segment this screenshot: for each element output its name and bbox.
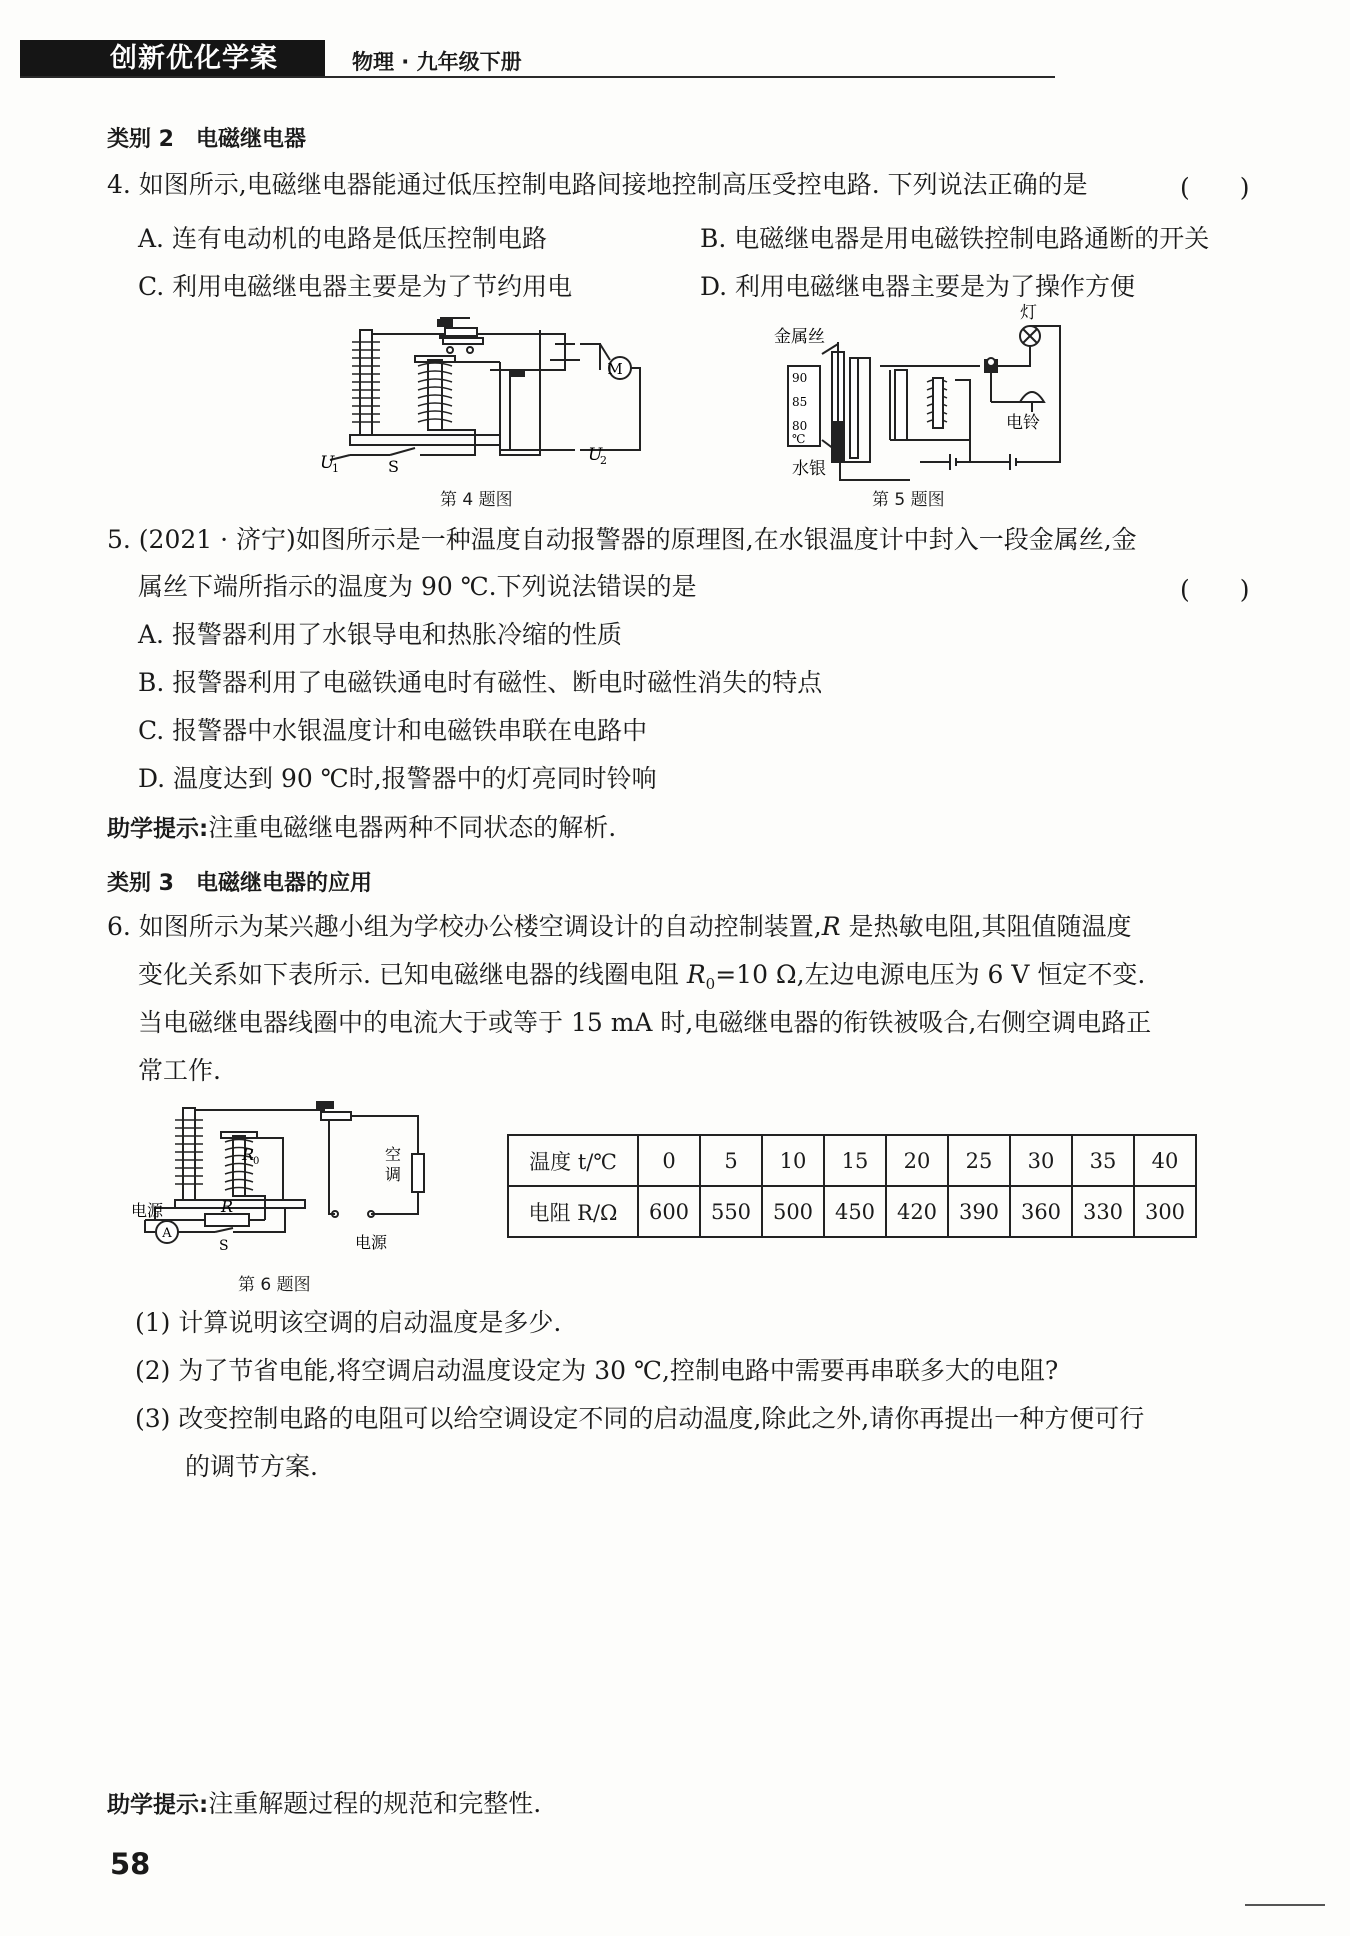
u1-subscript: 1 <box>332 462 339 475</box>
q6-line2-rest: =10 Ω,左边电源电压为 6 V 恒定不变. <box>715 960 1146 989</box>
hint-1 <box>107 810 616 845</box>
subject-title: 物理 · 九年级下册 <box>352 50 522 74</box>
question-5-option-b: B. 报警器利用了电磁铁通电时有磁性、断电时磁性消失的特点 <box>138 668 823 697</box>
question-4-option-c: C. 利用电磁继电器主要是为了节约用电 <box>138 272 573 301</box>
figure-6-ac-control-circuit <box>131 1102 435 1262</box>
scale-80: 80 <box>792 419 808 433</box>
table-row-resistance <box>508 1186 1196 1237</box>
wire-label: 金属丝 <box>774 327 825 347</box>
table-cell: 500 <box>762 1186 824 1237</box>
question-4-option-d: D. 利用电磁继电器主要是为了操作方便 <box>700 272 1136 301</box>
question-5-stem-line1: 5. (2021 · 济宁)如图所示是一种温度自动报警器的原理图,在水银温度计中封入一段金属丝,金 <box>107 525 1137 554</box>
mercury-label: 水银 <box>792 459 826 479</box>
figure-5-caption: 第 5 题图 <box>872 490 945 510</box>
q6-line2-r0: R <box>686 960 706 989</box>
table-cell: 0 <box>638 1135 700 1186</box>
question-6-line4: 常工作. <box>138 1056 221 1085</box>
r-label: R <box>221 1197 234 1216</box>
table-cell: 40 <box>1134 1135 1196 1186</box>
question-5-answer-blank: ( ) <box>1180 575 1250 604</box>
scale-90: 90 <box>792 371 808 385</box>
ac-label-1: 空 <box>385 1145 402 1164</box>
r0-label: R <box>242 1145 255 1164</box>
brand-banner: 创新优化学案 <box>20 40 325 78</box>
table-cell: 360 <box>1010 1186 1072 1237</box>
section-title-3: 类别 3 电磁继电器的应用 <box>107 871 372 896</box>
figure-4-relay-circuit <box>310 320 650 480</box>
hint-2-label: 助学提示: <box>107 1792 209 1818</box>
question-4-stem: 4. 如图所示,电磁继电器能通过低压控制电路间接地控制高压受控电路. 下列说法正确的是 <box>107 170 1088 199</box>
table-cell: 35 <box>1072 1135 1134 1186</box>
figure-4-caption: 第 4 题图 <box>440 490 513 510</box>
table-cell: 15 <box>824 1135 886 1186</box>
hint-2-text: 注重解题过程的规范和完整性. <box>208 1789 542 1818</box>
hint-2 <box>107 1786 541 1821</box>
q6-line2-text: 变化关系如下表所示. 已知电磁继电器的线圈电阻 <box>138 960 687 989</box>
q6-line1-text: 6. 如图所示为某兴趣小组为学校办公楼空调设计的自动控制装置, <box>107 912 822 941</box>
q6-line2-r0-sub: 0 <box>705 975 716 993</box>
thermistor-table <box>507 1134 1197 1238</box>
q6-line1-rest: 是热敏电阻,其阻值随温度 <box>840 912 1132 941</box>
table-cell: 25 <box>948 1135 1010 1186</box>
scale-85: 85 <box>792 395 808 409</box>
ac-label-2: 调 <box>385 1165 402 1184</box>
table-cell: 300 <box>1134 1186 1196 1237</box>
question-6-line2 <box>138 958 1145 1001</box>
footer-rule <box>1245 1904 1325 1906</box>
table-cell: 330 <box>1072 1186 1134 1237</box>
question-4-answer-blank: ( ) <box>1180 173 1250 202</box>
table-head-resistance: 电阻 R/Ω <box>508 1186 638 1237</box>
question-5-option-d: D. 温度达到 90 ℃时,报警器中的灯亮同时铃响 <box>138 764 657 793</box>
page-number: 58 <box>110 1847 151 1881</box>
figure-6-caption: 第 6 题图 <box>238 1275 311 1295</box>
question-6-sub-3-cont: 的调节方案. <box>185 1452 318 1481</box>
hint-1-label: 助学提示: <box>107 816 209 842</box>
table-cell: 390 <box>948 1186 1010 1237</box>
table-cell: 600 <box>638 1186 700 1237</box>
q6-line1-r: R <box>821 912 841 941</box>
table-cell: 550 <box>700 1186 762 1237</box>
bell-label: 电铃 <box>1006 413 1040 433</box>
header-rule <box>20 76 1055 78</box>
hint-1-text: 注重电磁继电器两种不同状态的解析. <box>208 813 617 842</box>
question-5-option-c: C. 报警器中水银温度计和电磁铁串联在电路中 <box>138 716 648 745</box>
question-4-option-a: A. 连有电动机的电路是低压控制电路 <box>138 224 547 253</box>
switch-s-label-6: S <box>219 1238 229 1254</box>
section-title-2: 类别 2 电磁继电器 <box>107 127 306 152</box>
table-cell: 20 <box>886 1135 948 1186</box>
u2-label: U <box>588 445 603 465</box>
power-right-label: 电源 <box>355 1233 388 1252</box>
table-cell: 30 <box>1010 1135 1072 1186</box>
power-left-label: 电源 <box>131 1201 164 1220</box>
table-cell: 420 <box>886 1186 948 1237</box>
ammeter-label: A <box>162 1226 172 1241</box>
question-6-sub-1: (1) 计算说明该空调的启动温度是多少. <box>135 1308 562 1337</box>
lamp-label: 灯 <box>1020 303 1037 323</box>
u1-label: U <box>320 453 335 473</box>
u2-subscript: 2 <box>600 454 607 467</box>
table-cell: 10 <box>762 1135 824 1186</box>
question-4-option-b: B. 电磁继电器是用电磁铁控制电路通断的开关 <box>700 224 1210 253</box>
r0-subscript: 0 <box>253 1156 260 1167</box>
motor-label: M <box>607 360 623 378</box>
question-6-sub-3: (3) 改变控制电路的电阻可以给空调设定不同的启动温度,除此之外,请你再提出一种方便可行 <box>135 1404 1145 1433</box>
switch-s-label: S <box>388 457 399 476</box>
question-6-sub-2: (2) 为了节省电能,将空调启动温度设定为 30 ℃,控制电路中需要再串联多大的电阻? <box>135 1356 1059 1385</box>
scale-unit: ℃ <box>792 432 806 446</box>
figure-5-alarm-circuit <box>770 303 1070 482</box>
question-5-option-a: A. 报警器利用了水银导电和热胀冷缩的性质 <box>138 620 622 649</box>
table-cell: 450 <box>824 1186 886 1237</box>
question-6-line1 <box>107 910 1131 944</box>
table-cell: 5 <box>700 1135 762 1186</box>
table-row-temperature <box>508 1135 1196 1186</box>
table-head-temperature: 温度 t/℃ <box>508 1135 638 1186</box>
question-5-stem-line2: 属丝下端所指示的温度为 90 ℃.下列说法错误的是 <box>138 572 697 601</box>
question-6-line3: 当电磁继电器线圈中的电流大于或等于 15 mA 时,电磁继电器的衔铁被吸合,右侧空调电路正 <box>138 1008 1152 1037</box>
